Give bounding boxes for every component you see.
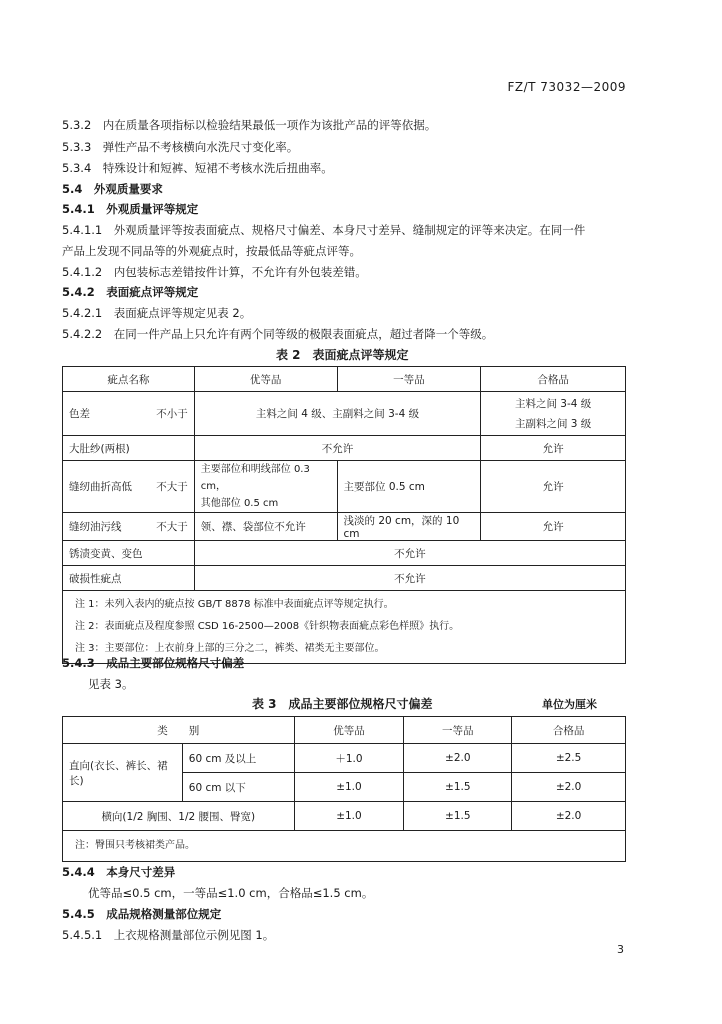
table2-header-qualified: 合格品 <box>481 367 626 392</box>
color-diff-qualified-2: 主副料之间 3 级 <box>514 417 592 430</box>
clause-5-4-5-heading: 5.4.5 成品规格测量部位规定 <box>62 907 222 921</box>
clause-5-4-4-heading: 5.4.4 本身尺寸差异 <box>62 865 176 879</box>
seam-zigzag-premium-2: 其他部位 0.5 cm <box>200 498 279 509</box>
table3-row-over60 <box>63 744 626 773</box>
color-diff-name: 色差 <box>69 408 90 420</box>
standard-code: FZ/T 73032—2009 <box>507 80 626 94</box>
clause-5-4-1-1-cont: 产品上发现不同品等的外观疵点时，按最低品等疵点评等。 <box>62 244 361 258</box>
color-diff-premium-first: 主料之间 4 级、主副料之间 3-4 级 <box>194 392 481 436</box>
seam-zigzag-qualified: 允许 <box>481 461 626 513</box>
damage-defect-name: 破损性疵点 <box>63 566 195 591</box>
over60-label: 60 cm 及以上 <box>182 744 294 773</box>
table2-header-premium: 优等品 <box>194 367 337 392</box>
table3-row-horizontal <box>63 802 626 831</box>
table3-note: 注：臀围只考核裙类产品。 <box>63 831 626 862</box>
table3-note-row <box>63 831 626 862</box>
oil-thread-premium: 领、襟、袋部位不允许 <box>194 513 337 541</box>
clause-5-4-heading: 5.4 外观质量要求 <box>62 182 163 196</box>
damage-defect-all: 不允许 <box>194 566 625 591</box>
under60-premium: ±1.0 <box>294 773 404 802</box>
clause-5-4-4-text: 优等品≤0.5 cm，一等品≤1.0 cm，合格品≤1.5 cm。 <box>88 886 374 900</box>
oil-thread-qualified: 允许 <box>481 513 626 541</box>
over60-first: ±2.0 <box>404 744 512 773</box>
oil-thread-name: 缝纫油污线 <box>69 521 122 533</box>
rust-stain-name: 锈渍变黄、变色 <box>63 541 195 566</box>
clause-5-4-3-heading: 5.4.3 成品主要部位规格尺寸偏差 <box>62 656 245 670</box>
table2-row-seam-zigzag <box>63 461 626 513</box>
big-belly-yarn-qualified: 允许 <box>481 436 626 461</box>
table2-row-color-diff <box>63 392 626 436</box>
oil-thread-cond: 不大于 <box>156 521 188 533</box>
clause-5-3-4: 5.3.4 特殊设计和短裤、短裙不考核水洗后扭曲率。 <box>62 161 333 175</box>
seam-zigzag-name: 缝纫曲折高低 <box>69 481 132 493</box>
table2-notes-row <box>63 591 626 664</box>
over60-qualified: ±2.5 <box>512 744 626 773</box>
under60-label: 60 cm 以下 <box>182 773 294 802</box>
horizontal-label: 横向(1/2 胸围、1/2 腰围、臀宽) <box>63 802 295 831</box>
table3 <box>62 716 626 862</box>
horizontal-first: ±1.5 <box>404 802 512 831</box>
table2-header-row <box>63 367 626 392</box>
table2-row-damage-defect <box>63 566 626 591</box>
clause-5-4-5-1: 5.4.5.1 上衣规格测量部位示例见图 1。 <box>62 928 275 942</box>
clause-5-4-1-1: 5.4.1.1 外观质量评等按表面疵点、规格尺寸偏差、本身尺寸差异、缝制规定的评等来决定。在同一件 <box>62 223 586 237</box>
table2 <box>62 366 626 664</box>
table3-header-first: 一等品 <box>404 717 512 744</box>
table3-header-category: 类 别 <box>63 717 295 744</box>
seam-zigzag-premium-1: 主要部位和明线部位 0.3 cm， <box>200 464 310 492</box>
clause-5-4-2-2: 5.4.2.2 在同一件产品上只允许有两个同等级的极限表面疵点，超过者降一个等级。 <box>62 327 494 341</box>
big-belly-yarn-name: 大肚纱(两根) <box>63 436 195 461</box>
clause-5-3-2: 5.3.2 内在质量各项指标以检验结果最低一项作为该批产品的评等依据。 <box>62 118 437 132</box>
table3-header-qualified: 合格品 <box>512 717 626 744</box>
clause-5-4-3-ref: 见表 3。 <box>88 677 134 691</box>
clause-5-4-1-heading: 5.4.1 外观质量评等规定 <box>62 202 199 216</box>
under60-qualified: ±2.0 <box>512 773 626 802</box>
rust-stain-all: 不允许 <box>194 541 625 566</box>
clause-5-4-2-heading: 5.4.2 表面疵点评等规定 <box>62 285 199 299</box>
under60-first: ±1.5 <box>404 773 512 802</box>
color-diff-qualified-1: 主料之间 3-4 级 <box>514 397 592 410</box>
horizontal-qualified: ±2.0 <box>512 802 626 831</box>
seam-zigzag-first: 主要部位 0.5 cm <box>337 461 481 513</box>
table2-note-1: 注 1：未列入表内的疵点按 GB/T 8878 标准中表面疵点评等规定执行。 <box>75 599 394 610</box>
table3-caption: 表 3 成品主要部位规格尺寸偏差 <box>252 697 433 711</box>
horizontal-premium: ±1.0 <box>294 802 404 831</box>
oil-thread-first: 浅淡的 20 cm，深的 10 cm <box>337 513 481 541</box>
table3-header-premium: 优等品 <box>294 717 404 744</box>
table2-header-first: 一等品 <box>337 367 481 392</box>
table2-header-name: 疵点名称 <box>63 367 195 392</box>
page-number: 3 <box>617 943 624 956</box>
clause-5-3-3: 5.3.3 弹性产品不考核横向水洗尺寸变化率。 <box>62 140 299 154</box>
big-belly-yarn-premium-first: 不允许 <box>194 436 481 461</box>
table3-unit: 单位为厘米 <box>542 698 597 711</box>
clause-5-4-1-2: 5.4.1.2 内包装标志差错按件计算，不允许有外包装差错。 <box>62 265 367 279</box>
table2-row-big-belly-yarn <box>63 436 626 461</box>
table2-note-2: 注 2：表面疵点及程度参照 CSD 16-2500—2008《针织物表面疵点彩色样照》执行。 <box>75 621 460 632</box>
over60-premium: ＋1.0 <box>294 744 404 773</box>
table3-header-row <box>63 717 626 744</box>
seam-zigzag-cond: 不大于 <box>156 481 188 493</box>
table2-note-3: 注 3：主要部位：上衣前身上部的三分之二，裤类、裙类无主要部位。 <box>75 643 385 654</box>
straight-direction-label: 直向(衣长、裤长、裙长) <box>63 744 183 802</box>
table2-caption: 表 2 表面疵点评等规定 <box>276 348 409 362</box>
clause-5-4-2-1: 5.4.2.1 表面疵点评等规定见表 2。 <box>62 306 252 320</box>
table2-row-oil-thread <box>63 513 626 541</box>
table2-row-rust-stain <box>63 541 626 566</box>
color-diff-cond: 不小于 <box>156 408 188 420</box>
